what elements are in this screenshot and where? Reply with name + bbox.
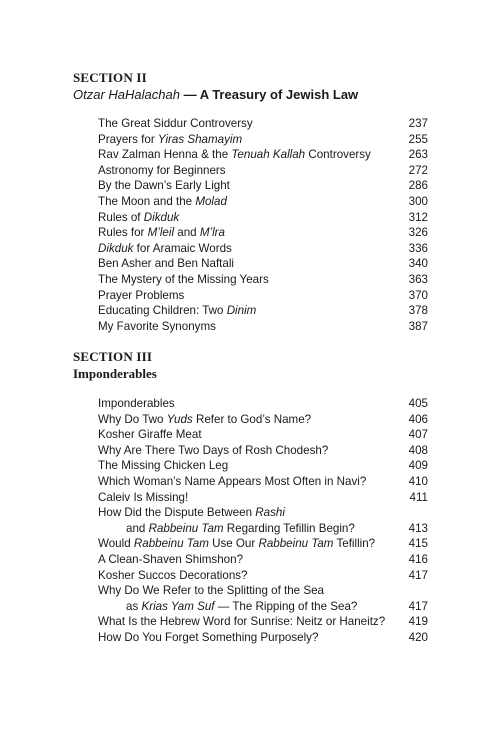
toc-entry [98, 132, 428, 148]
section-title-italic: Otzar HaHalachah [73, 87, 180, 102]
toc-entry [98, 210, 428, 226]
toc-entry-title: My Favorite Synonyms [98, 319, 216, 333]
toc-entry-page-number: 419 [408, 615, 428, 629]
toc-entry [98, 458, 428, 474]
toc-entry-title: Prayer Problems [98, 288, 185, 302]
toc-entry-title: Caleiv Is Missing! [98, 490, 189, 504]
section-ii-entries [98, 116, 428, 334]
toc-entry [98, 505, 428, 521]
toc-entry-title: Kosher Succos Decorations? [98, 568, 248, 582]
section-title-rest: — A Treasury of Jewish Law [179, 87, 359, 102]
toc-entry-page-number: 378 [408, 304, 428, 318]
toc-entry [98, 225, 428, 241]
toc-entry-title: Prayers for Yiras Shamayim [98, 132, 243, 146]
toc-entry-title: Astronomy for Beginners [98, 163, 226, 177]
toc-entry-title: How Do You Forget Something Purposely? [98, 630, 319, 644]
toc-entry [98, 194, 428, 210]
toc-entry [98, 474, 428, 490]
toc-entry-title: Educating Children: Two Dinim [98, 304, 257, 318]
toc-entry [98, 427, 428, 443]
toc-entry-page-number: 363 [408, 272, 428, 286]
toc-entry [98, 178, 428, 194]
toc-entry-title: Ben Asher and Ben Naftali [98, 257, 234, 271]
toc-entry-page-number: 407 [408, 428, 428, 442]
toc-entry-title: Rules of Dikduk [98, 210, 180, 224]
toc-entry-title: The Mystery of the Missing Years [98, 272, 269, 286]
toc-entry-page-number: 340 [408, 257, 428, 271]
toc-entry-title: and Rabbeinu Tam Regarding Tefillin Begin? [126, 521, 355, 535]
section-label: SECTION II [73, 70, 147, 85]
toc-entry-title: Dikduk for Aramaic Words [98, 241, 232, 255]
toc-entry-title: Why Do Two Yuds Refer to God’s Name? [98, 412, 312, 426]
toc-entry-title: as Krias Yam Suf — The Ripping of the Sea? [126, 599, 358, 613]
toc-entry-page-number: 417 [408, 568, 428, 582]
toc-entry [98, 288, 428, 304]
toc-entry-title: Why Are There Two Days of Rosh Chodesh? [98, 443, 329, 457]
toc-entry-page-number: 387 [408, 319, 428, 333]
toc-entry [98, 241, 428, 257]
toc-entry [98, 443, 428, 459]
toc-entry [98, 319, 428, 335]
toc-entry-page-number: 336 [408, 241, 428, 255]
toc-entry [98, 256, 428, 272]
toc-entry-page-number: 286 [408, 179, 428, 193]
toc-entry-title: Rules for M’leil and M’lra [98, 226, 225, 240]
toc-entry-title: Imponderables [98, 397, 175, 410]
toc-entry-page-number: 410 [408, 474, 428, 488]
toc-entry-title: What Is the Hebrew Word for Sunrise: Neitz or Haneitz? [98, 615, 386, 629]
toc-entry-page-number: 408 [408, 443, 428, 457]
toc-entry-page-number: 326 [408, 226, 428, 240]
toc-entry-page-number: 263 [408, 148, 428, 162]
section-title: Imponderables [73, 366, 157, 381]
toc-entry-title: Would Rabbeinu Tam Use Our Rabbeinu Tam Tefillin? [98, 537, 376, 551]
toc-entry-page-number: 312 [408, 210, 428, 224]
toc-entry-title: By the Dawn’s Early Light [98, 179, 230, 193]
section-iii-header [73, 349, 433, 383]
toc-entry-page-number: 300 [408, 194, 428, 208]
toc-entry [98, 614, 428, 630]
toc-entry [98, 552, 428, 568]
toc-entry [98, 396, 428, 412]
toc-entry-title: Why Do We Refer to the Splitting of the Sea [98, 584, 324, 598]
toc-entry [98, 116, 428, 132]
toc-entry [98, 630, 428, 646]
section-iii-entries [98, 396, 428, 646]
toc-entry-page-number: 413 [408, 521, 428, 535]
toc-entry-title: A Clean-Shaven Shimshon? [98, 552, 244, 566]
toc-entry-title: The Moon and the Molad [98, 194, 227, 208]
toc-entry-title: Rav Zalman Henna & the Tenuah Kallah Controversy [98, 148, 371, 162]
toc-entry-page-number: 415 [408, 537, 428, 551]
toc-entry-title: Kosher Giraffe Meat [98, 428, 202, 442]
toc-entry [98, 490, 428, 506]
section-ii-header [73, 70, 433, 104]
section-title [73, 86, 433, 104]
toc-entry-page-number: 237 [408, 117, 428, 130]
toc-entry-title: Which Woman’s Name Appears Most Often in Navi? [98, 474, 367, 488]
toc-entry-page-number: 255 [408, 132, 428, 146]
toc-entry [98, 272, 428, 288]
toc-entry-title: How Did the Dispute Between Rashi [98, 506, 285, 520]
toc-entry-page-number: 420 [408, 630, 428, 644]
toc-entry-page-number: 406 [408, 412, 428, 426]
toc-entry-page-number: 411 [409, 490, 428, 504]
toc-entry [98, 303, 428, 319]
toc-entry [98, 599, 428, 615]
toc-entry-page-number: 370 [408, 288, 428, 302]
toc-entry-title: The Great Siddur Controversy [98, 117, 253, 130]
toc-entry-page-number: 409 [408, 459, 428, 473]
section-label: SECTION III [73, 349, 153, 364]
toc-entry [98, 583, 428, 599]
toc-entry [98, 536, 428, 552]
toc-entry-page-number: 272 [408, 163, 428, 177]
toc-entry-page-number: 405 [408, 397, 428, 410]
toc-entry [98, 163, 428, 179]
toc-entry-page-number: 417 [408, 599, 428, 613]
toc-entry [98, 521, 428, 537]
toc-entry-title: The Missing Chicken Leg [98, 459, 229, 473]
toc-entry [98, 412, 428, 428]
toc-entry-page-number: 416 [408, 552, 428, 566]
toc-entry [98, 147, 428, 163]
toc-entry [98, 568, 428, 584]
